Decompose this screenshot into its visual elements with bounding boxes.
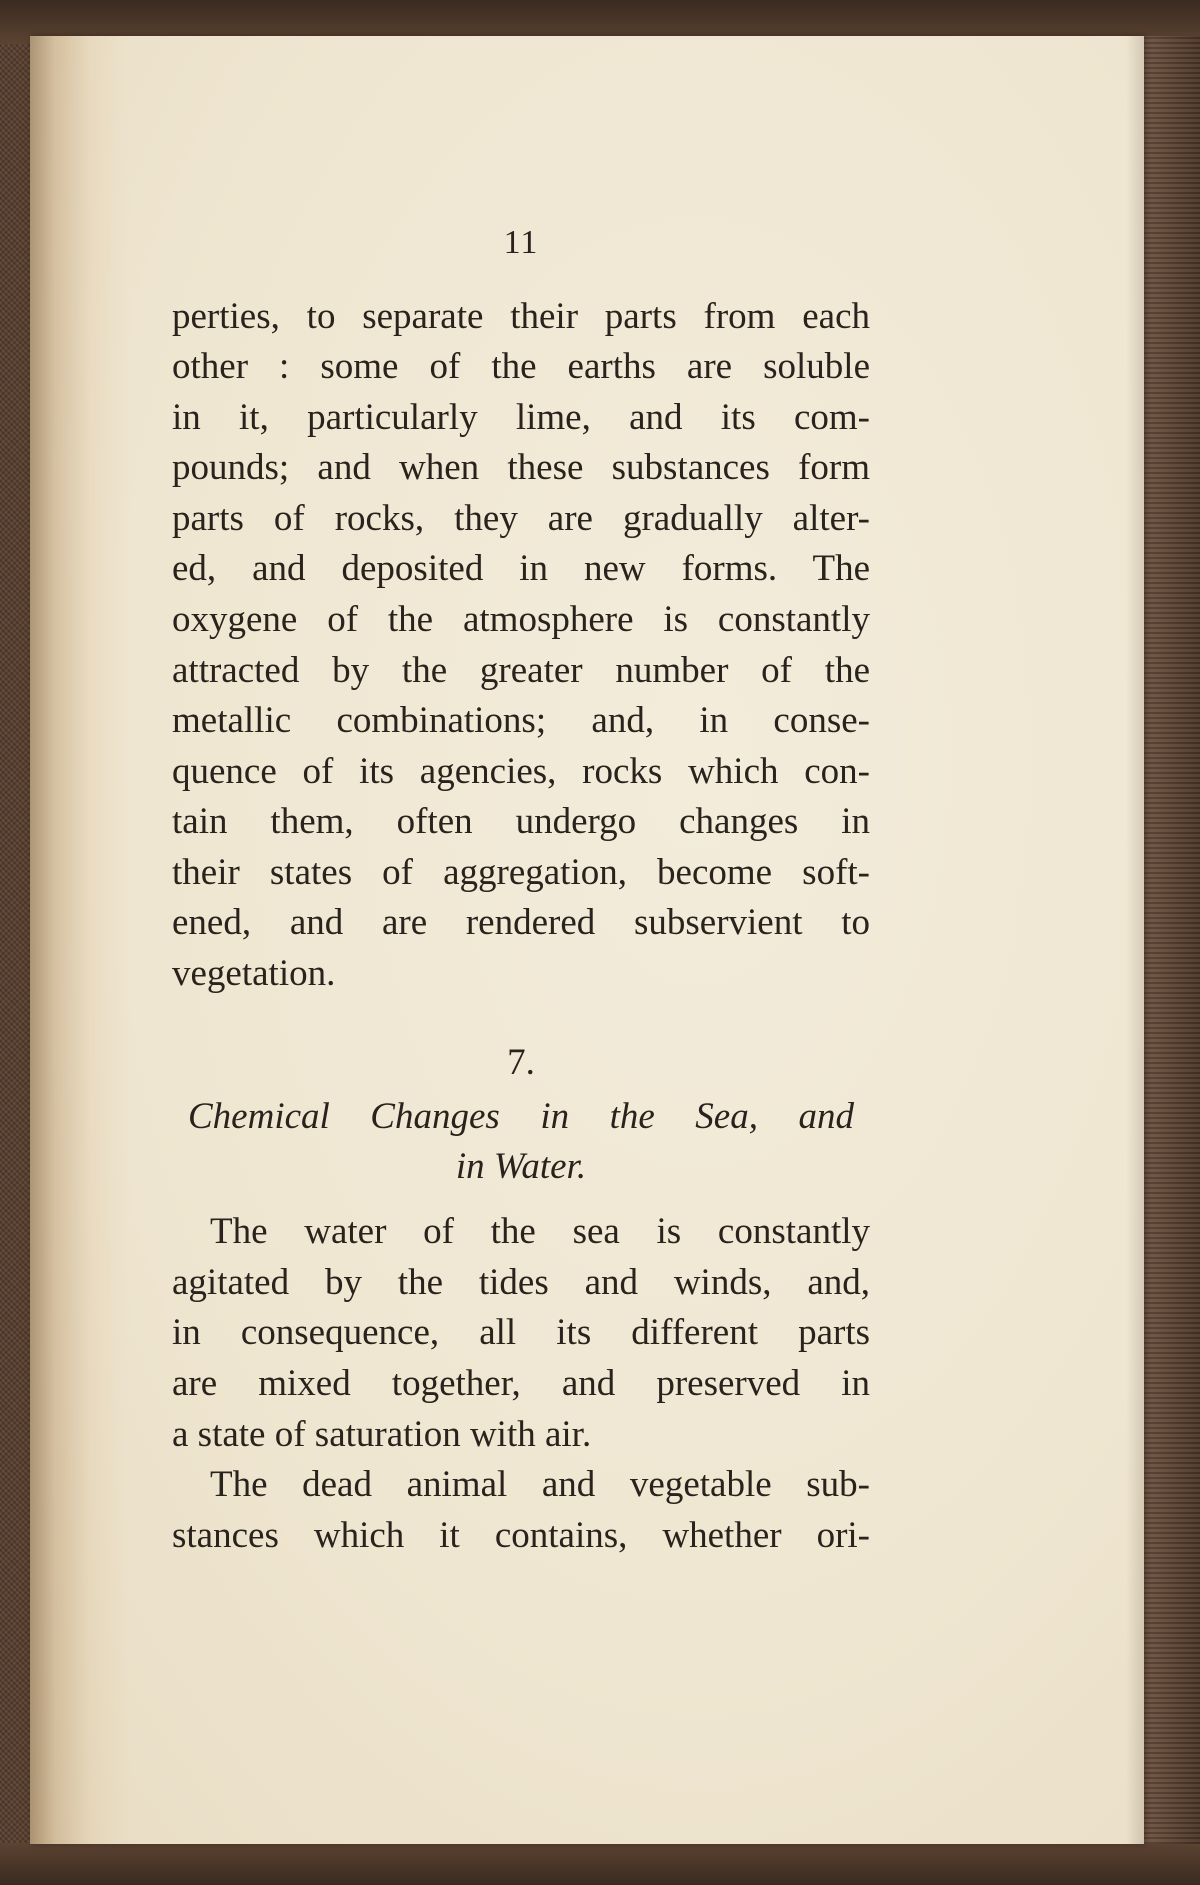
- text-line: a state of saturation with air.: [172, 1414, 592, 1455]
- text-line: pounds; and when these substances form: [172, 447, 870, 488]
- text-line: agitated by the tides and winds, and,: [172, 1262, 870, 1303]
- text-line: attracted by the greater number of the: [172, 650, 870, 691]
- text-line: vegetation.: [172, 953, 336, 994]
- text-line: in consequence, all its different parts: [172, 1312, 870, 1353]
- text-line: The water of the sea is constantly: [210, 1211, 870, 1252]
- cover-side-edge: [1144, 36, 1200, 1844]
- text-line: oxygene of the atmosphere is constantly: [172, 599, 870, 640]
- text-line: ened, and are rendered subservient to: [172, 902, 870, 943]
- section-number: 7.: [507, 1042, 535, 1083]
- page-gutter-shadow: [30, 36, 130, 1844]
- text-line: quence of its agencies, rocks which con-: [172, 751, 870, 792]
- text-line: ed, and deposited in new forms. The: [172, 548, 870, 589]
- text-line: stances which it contains, whether ori-: [172, 1515, 870, 1556]
- text-line: in it, particularly lime, and its com-: [172, 397, 870, 438]
- text-line: are mixed together, and preserved in: [172, 1363, 870, 1404]
- book-page: [30, 36, 1144, 1844]
- text-line: tain them, often undergo changes in: [172, 801, 870, 842]
- page-number: 11: [503, 224, 539, 261]
- text-line: parts of rocks, they are gradually alter-: [172, 498, 870, 539]
- text-line: their states of aggregation, become soft-: [172, 852, 870, 893]
- text-line: The dead animal and vegetable sub-: [210, 1464, 870, 1505]
- page-edge-shadow: [1126, 36, 1144, 1844]
- cover-bottom-edge: [0, 1843, 1200, 1885]
- text-line: other : some of the earths are soluble: [172, 346, 870, 387]
- text-line: perties, to separate their parts from each: [172, 296, 870, 337]
- section-title: Chemical Changes in the Sea, and: [188, 1096, 854, 1137]
- section-title: in Water.: [455, 1146, 587, 1187]
- text-line: metallic combinations; and, in conse-: [172, 700, 870, 741]
